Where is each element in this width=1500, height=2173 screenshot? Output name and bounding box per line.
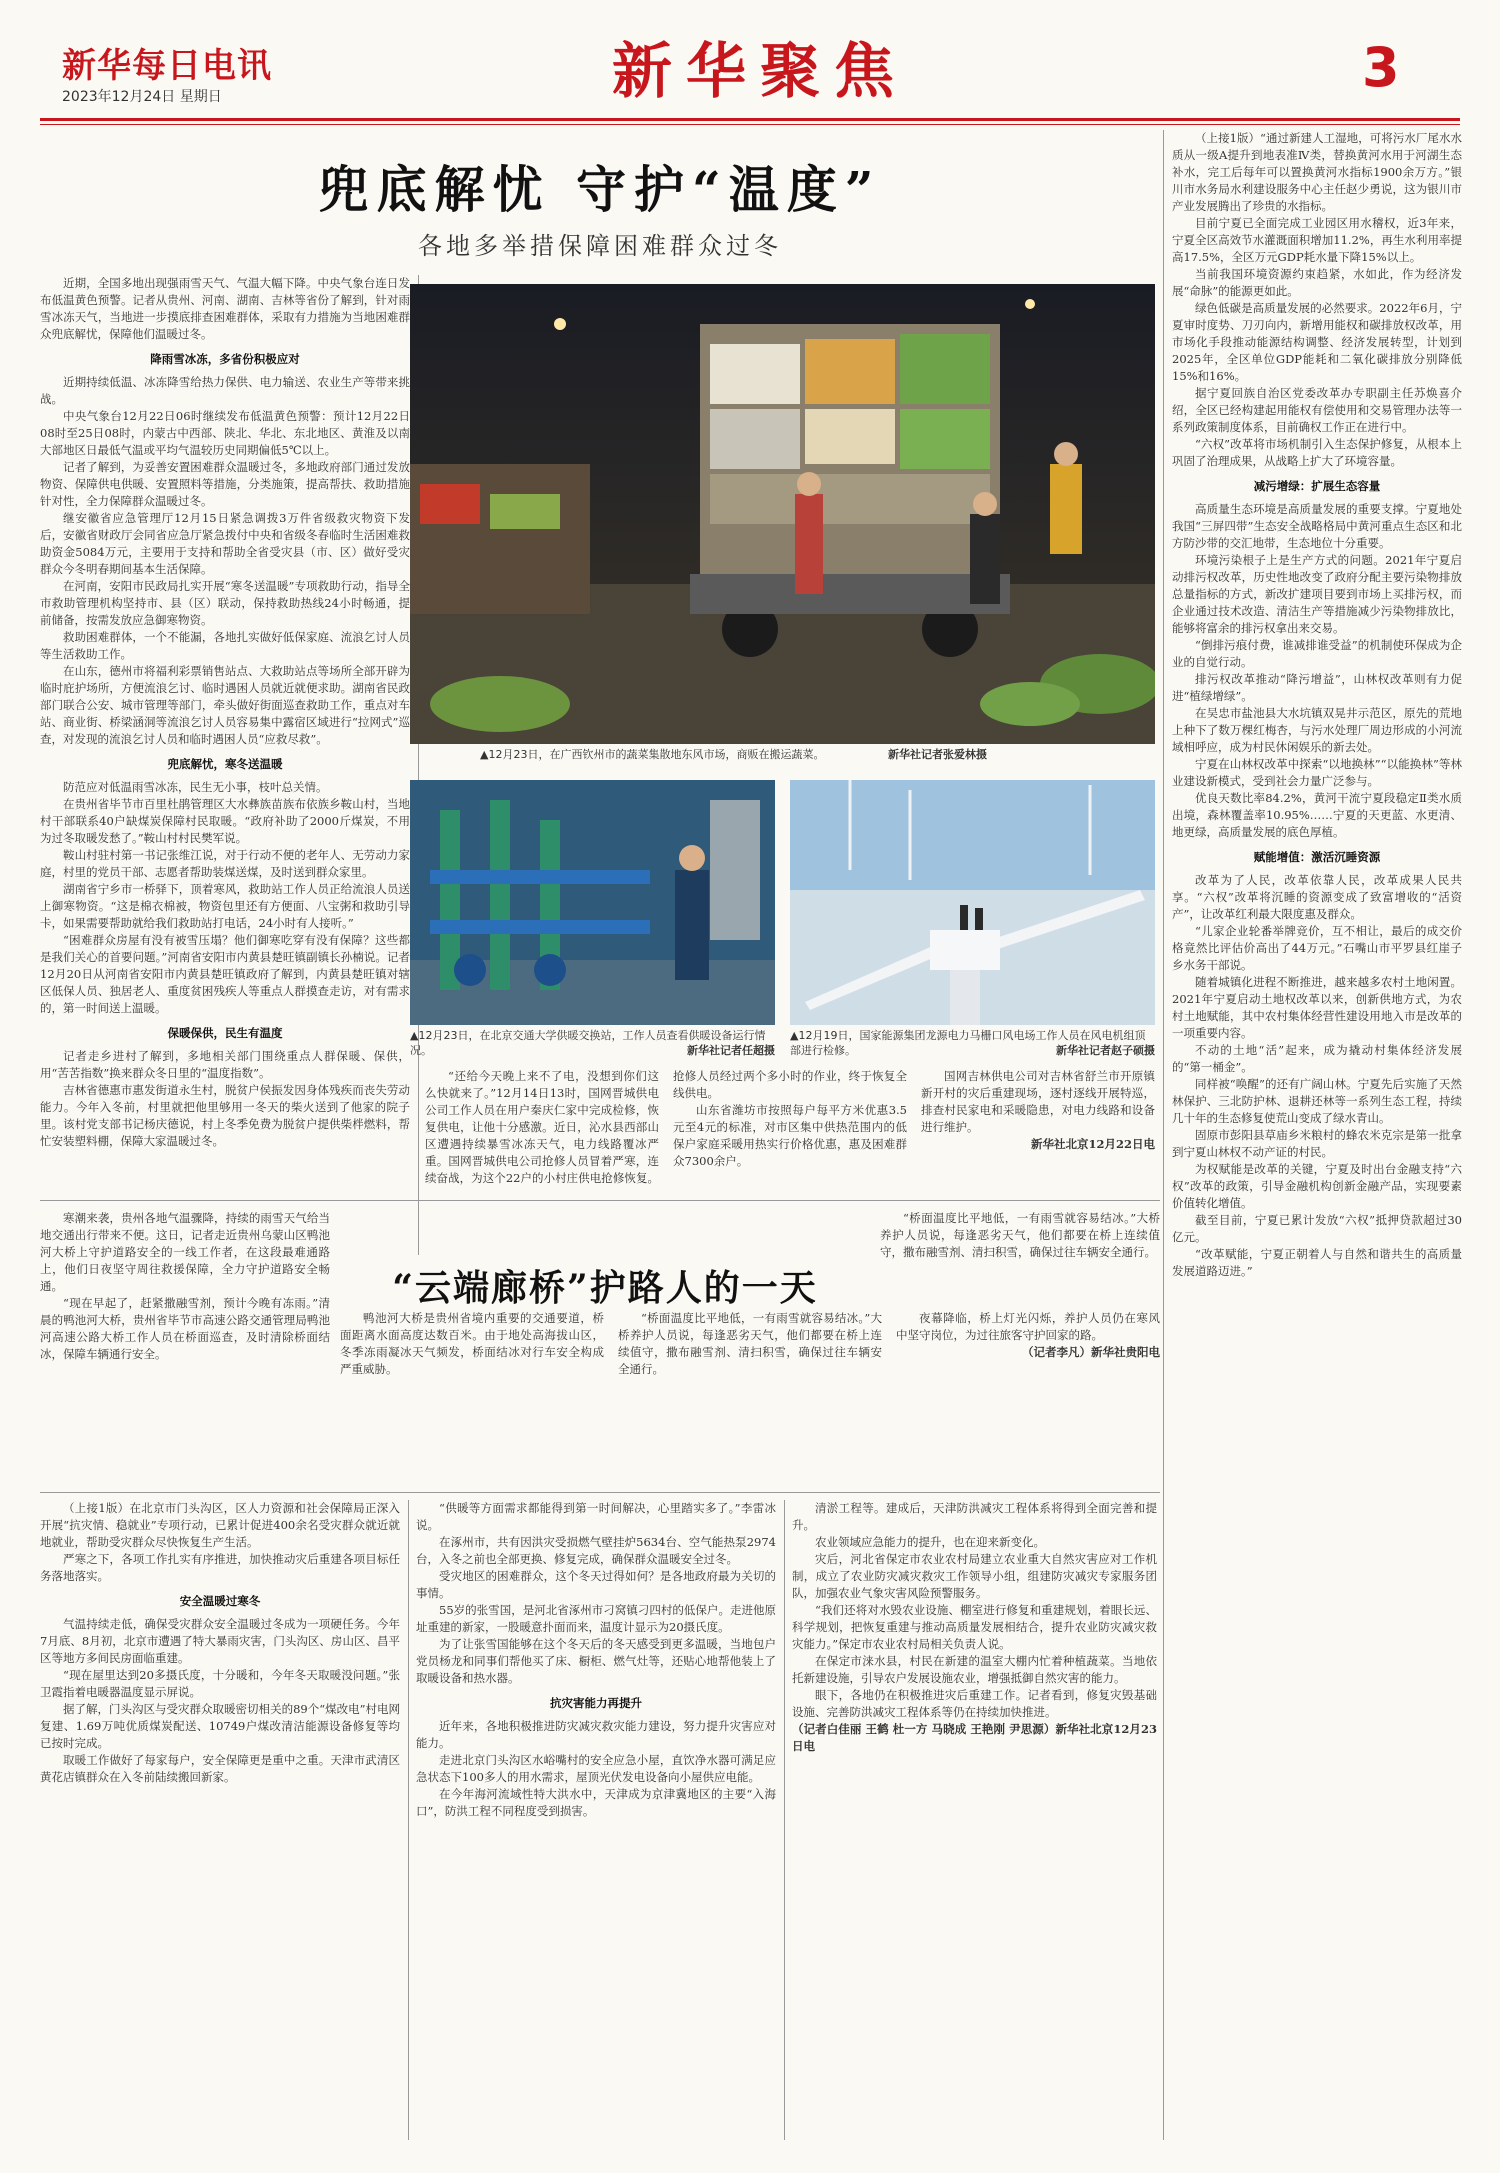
feature-headline: “云端廊桥”护路人的一天 bbox=[392, 1267, 818, 1309]
paragraph: 优良天数比率84.2%，黄河干流宁夏段稳定Ⅱ类水质出境，森林覆盖率10.95%……宁夏的天更蓝、水更清、地更绿，高质量发展的底色厚植。 bbox=[1172, 791, 1462, 839]
section-title: 新华聚焦 bbox=[612, 37, 908, 107]
paragraph: 气温持续走低，确保受灾群众安全温暖过冬成为一项硬任务。今年7月底、8月初，北京市遭遇了特大暴雨灾害，门头沟区、房山区、昌平区等地方多间民房面临重建。 bbox=[40, 1617, 400, 1665]
left-section-title-3: 保暖保供，民生有温度 bbox=[167, 1026, 283, 1040]
caption-text: ▲12月23日，在广西钦州市的蔬菜集散地东风市场，商贩在搬运蔬菜。 bbox=[480, 748, 825, 761]
paragraph: 记者走乡进村了解到，多地相关部门围绕重点人群保暖、保供，用“苦苦指数”换来群众冬日里的“温度指数”。 bbox=[40, 1049, 410, 1080]
paragraph: 在贵州省毕节市百里杜鹃管理区大水彝族苗族布依族乡鞍山村，当地村干部联系40户缺煤炭保障村民取暖。“政府补助了2000斤煤炭，不用为过冬取暖发愁了。”鞍山村村民樊军说。 bbox=[40, 797, 410, 845]
section-divider bbox=[40, 1492, 1160, 1493]
right-section-title-2: 赋能增值：激活沉睡资源 bbox=[1253, 850, 1381, 864]
page-number: 3 bbox=[1362, 36, 1400, 99]
column-divider bbox=[1163, 130, 1164, 2140]
paragraph: 当前我国环境资源约束趋紧，水如此，作为经济发展“命脉”的能源更如此。 bbox=[1172, 267, 1462, 298]
photo-heating-station bbox=[410, 780, 775, 1025]
paragraph: 高质量生态环境是高质量发展的重要支撑。宁夏地处我国“三屏四带”生态安全战略格局中黄河重点生态区和北方防沙带的交汇地带，生态地位十分重要。 bbox=[1172, 502, 1462, 550]
paragraph: “倒排污痕付费，谁减排谁受益”的机制使环保成为企业的自觉行动。 bbox=[1172, 638, 1462, 669]
section-divider bbox=[40, 1200, 1160, 1201]
paragraph: “桥面温度比平地低，一有雨雪就容易结冰。”大桥养护人员说，每逢恶劣天气，他们都要在桥上连续值守，撒布融雪剂、清扫积雪，确保过往车辆安全通行。 bbox=[618, 1311, 882, 1376]
newspaper-logo: 新华每日电讯 bbox=[62, 46, 272, 86]
main-photo-vegetable-market bbox=[410, 284, 1155, 744]
paragraph: 在今年海河流域性特大洪水中，天津成为京津冀地区的主要“入海口”，防洪工程不同程度受到损害。 bbox=[416, 1787, 776, 1818]
wind-turbine-image bbox=[790, 780, 1155, 1025]
paragraph: 夜幕降临，桥上灯光闪烁，养护人员仍在寒风中坚守岗位，为过往旅客守护回家的路。 bbox=[896, 1311, 1160, 1342]
bottom-left-column bbox=[40, 1500, 400, 2140]
mid-article-text bbox=[425, 1068, 1155, 1193]
paragraph: 吉林省德惠市惠发街道永生村，脱贫户侯振发因身体残疾而丧失劳动能力。今年入冬前，村里就把他里够用一冬天的柴火送到了他家的院子里。该村党支部书记杨庆德说，村上冬季免费为脱贫户提供柴柈燃料，帮忙安装塑料棚，保障大家温暖过冬。 bbox=[40, 1083, 410, 1148]
paragraph: 在河南，安阳市民政局扎实开展“寒冬送温暖”专项救助行动，指导全市救助管理机构坚持市、县（区）联动，保持救助热线24小时畅通，提前储备，按需发放应急御寒物资。 bbox=[40, 579, 410, 627]
column-divider bbox=[408, 1500, 409, 2140]
paragraph: 山东省潍坊市按照每户每平方米优惠3.5元至4元的标准，对市区集中供热范围内的低保户家庭采暖用热实行价格优惠，惠及困难群众7300余户。 bbox=[673, 1103, 907, 1168]
left-section-title-1: 降雨雪冰冻，多省份积极应对 bbox=[150, 352, 300, 366]
feature-lead bbox=[40, 1210, 330, 1480]
feature-side-text bbox=[880, 1210, 1160, 1305]
paragraph: 截至目前，宁夏已累计发放“六权”抵押贷款超过30亿元。 bbox=[1172, 1213, 1462, 1244]
bottom-left-section-title: 安全温暖过寒冬 bbox=[179, 1594, 261, 1608]
caption-text: ▲12月19日，国家能源集团龙源电力马栅口风电场工作人员在风电机组顶部进行检修。 bbox=[790, 1029, 1146, 1057]
paragraph: “改革赋能，宁夏正朝着人与自然和谐共生的高质量发展道路迈进。” bbox=[1172, 1247, 1462, 1278]
masthead-divider bbox=[40, 118, 1460, 121]
paragraph: 受灾地区的困难群众，这个冬天过得如何？是各地政府最为关切的事情。 bbox=[416, 1569, 776, 1600]
paragraph: 不动的土地“活”起来，成为撬动村集体经济发展的“第一桶金”。 bbox=[1172, 1043, 1462, 1074]
paragraph: “现在屋里达到20多摄氏度，十分暖和，今年冬天取暖没问题。”张卫霞指着电暖器温度显示屏说。 bbox=[40, 1668, 400, 1699]
paragraph: 在涿州市，共有因洪灾受损燃气壁挂炉5634台、空气能热泵2974台，入冬之前也全部更换、修复完成，确保群众温暖安全过冬。 bbox=[416, 1535, 776, 1566]
paragraph: 为权赋能是改革的关键，宁夏及时出台金融支持“六权”改革的政策，引导金融机构创新金融产品，实现要素价值转化增值。 bbox=[1172, 1162, 1462, 1210]
paragraph: （上接1版）在北京市门头沟区，区人力资源和社会保障局正深入开展“抗灾情、稳就业”专项行动，已累计促进400余名受灾群众就近就地就业，帮助受灾群众尽快恢复生产生活。 bbox=[40, 1501, 400, 1549]
paragraph: “桥面温度比平地低，一有雨雪就容易结冰。”大桥养护人员说，每逢恶劣天气，他们都要在桥上连续值守，撒布融雪剂、清扫积雪，确保过往车辆安全通行。 bbox=[880, 1211, 1160, 1259]
paragraph: 固原市彭阳县草庙乡米粮村的蜂农米克宗是第一批拿到宁夏山林权不动产证的村民。 bbox=[1172, 1128, 1462, 1159]
paragraph: 随着城镇化进程不断推进，越来越多农村土地闲置。2021年宁夏启动土地权改革以来，创新供地方式，为农村土地赋能，其中农村集体经营性建设用地入市是改革的一项重要内容。 bbox=[1172, 975, 1462, 1040]
paragraph: 据宁夏回族自治区党委改革办专职副主任苏焕喜介绍，全区已经构建起用能权有偿使用和交易管理办法等一系列政策制度体系，目前确权工作正在进行中。 bbox=[1172, 386, 1462, 434]
paragraph: 环境污染根子上是生产方式的问题。2021年宁夏启动排污权改革，历史性地改变了政府分配主要污染物排放总量指标的方式，新改扩建项目要到市场上买排污权，而企业通过技术改造、清洁生产等措施减少污染物排放比，能够将富余的排污权拿出来交易。 bbox=[1172, 553, 1462, 635]
paragraph: 走进北京门头沟区水峪嘴村的安全应急小屋，直饮净水器可满足应急状态下100多人的用水需求，屋顶光伏发电设备向小屋供应电能。 bbox=[416, 1753, 776, 1784]
paragraph: 为了让张雪国能够在这个冬天后的冬天感受到更多温暖，当地包户党员杨龙和同事们帮他买了床、橱柜、燃气灶等，还贴心地帮他装上了取暖设备和热水器。 bbox=[416, 1637, 776, 1685]
mid-article-byline: 新华社北京12月22日电 bbox=[1030, 1137, 1155, 1151]
paragraph: 继安徽省应急管理厅12月15日紧急调拨3万件省级救灾物资下发后，安徽省财政厅会同省应急厅紧急拨付中央和省级冬春临时生活困难救助资金5084万元，主要用于支持和帮助全省受灾县（市、区）做好受灾群众今冬明春期间基本生活保障。 bbox=[40, 511, 410, 576]
paragraph: “六权”改革将市场机制引入生态保护修复，从根本上巩固了治理成果，从战略上扩大了环境容量。 bbox=[1172, 437, 1462, 468]
bottom-right-byline: （记者白佳丽 王鹤 杜一方 马晓成 王艳刚 尹思源）新华社北京12月23日电 bbox=[792, 1722, 1157, 1753]
paragraph: 绿色低碳是高质量发展的必然要求。2022年6月，宁夏审时度势、刀刃向内，新增用能权和碳排放权改革，用市场化手段推动能源结构调整、经济发展转型，计划到2025年，全区单位GDP能耗和二氧化碳排放分别降低15%和16%。 bbox=[1172, 301, 1462, 383]
paragraph: 湖南省宁乡市一桥驿下，顶着寒风，救助站工作人员正给流浪人员送上御寒物资。“这是棉衣棉被，物资包里还有方便面、八宝粥和救助引导卡，如果需要帮助就给我们救助站打电话，24小时有人接听。” bbox=[40, 882, 410, 930]
paragraph: 同样被“唤醒”的还有广阔山林。宁夏先后实施了天然林保护、三北防护林、退耕还林等一系列生态工程，持续几十年的生态修复使荒山变成了绿水青山。 bbox=[1172, 1077, 1462, 1125]
feature-byline: （记者李凡）新华社贵阳电 bbox=[1022, 1345, 1160, 1359]
paragraph: 在吴忠市盐池县大水坑镇双晃井示范区，原先的荒地上种下了数万棵红梅杏，与污水处理厂周边形成的小河流域相呼应，成为村民休闲娱乐的新去处。 bbox=[1172, 706, 1462, 754]
paragraph: 救助困难群体，一个不能漏，各地扎实做好低保家庭、流浪乞讨人员等生活救助工作。 bbox=[40, 630, 410, 661]
paragraph: 目前宁夏已全面完成工业园区用水稽权，近3年来，宁夏全区高效节水灌溉面积增加11.2%，再生水利用率提高17.5%，全区万元GDP耗水量下降15%以上。 bbox=[1172, 216, 1462, 264]
paragraph: 鸭池河大桥是贵州省境内重要的交通要道，桥面距离水面高度达数百米。由于地处高海拔山区，冬季冻雨凝冰天气频发，桥面结冰对行车安全构成严重威胁。 bbox=[340, 1311, 604, 1376]
main-headline: 兜底解忧 守护“温度” bbox=[318, 160, 882, 219]
paragraph: 清淤工程等。建成后，天津防洪减灾工程体系将得到全面完善和提升。 bbox=[792, 1501, 1157, 1532]
column-divider bbox=[784, 1500, 785, 2140]
paragraph: 排污权改革推动“降污增益”，山林权改革则有力促进“植绿增绿”。 bbox=[1172, 672, 1462, 703]
issue-date: 2023年12月24日 星期日 bbox=[62, 89, 222, 105]
paragraph: 国网吉林供电公司对吉林省舒兰市开原镇新开村的灾后重建现场，逐村逐线开展特巡，排查村民家电和采暖隐患，对电力线路和设备进行维护。 bbox=[921, 1069, 1155, 1134]
main-photo-caption bbox=[480, 747, 1160, 762]
paragraph: “我们还将对水毁农业设施、棚室进行修复和重建规划，着眼长远、科学规划，把恢复重建与推动高质量发展相结合，提升农业防灾减灾救灾能力。”保定市农业农村局相关负责人说。 bbox=[792, 1603, 1157, 1651]
bottom-middle-column bbox=[416, 1500, 776, 2140]
paragraph: 在保定市涞水县，村民在新建的温室大棚内忙着种植蔬菜。当地依托新建设施，引导农户发展设施农业，增强抵御自然灾害的能力。 bbox=[792, 1654, 1157, 1685]
paragraph: 据了解，门头沟区与受灾群众取暖密切相关的89个“煤改电”村电网复建、1.69万吨优质煤炭配送、10749户煤改清洁能源设备修复等均已按时完成。 bbox=[40, 1702, 400, 1750]
paragraph: 中央气象台12月22日06时继续发布低温黄色预警：预计12月22日08时至25日08时，内蒙古中西部、陕北、华北、东北地区、黄淮及以南大部地区日最低气温或平均气温较历史同期偏低5℃以上。 bbox=[40, 409, 410, 457]
paragraph: 严寒之下，各项工作扎实有序推进，加快推动灾后重建各项目标任务落地落实。 bbox=[40, 1552, 400, 1583]
paragraph: “还给今天晚上来不了电，没想到你们这么快就来了。”12月14日13时，国网晋城供电公司工作人员在用户秦庆仁家中完成检修，恢复供电，让他十分感激。近日，沁水县西部山区遭遇持续暴雪冰冻天气，电力线路覆冰严重。国网晋城供电公司抢修人员冒着严寒，连续奋战，为这个22户的小村庄供电抢修恢复。抢修人员经过两个多小时的作业，终于恢复全线供电。 bbox=[425, 1069, 907, 1185]
paragraph: “困难群众房屋有没有被雪压塌？他们御寒吃穿有没有保障？这些都是我们关心的首要问题。”河南省安阳市内黄县楚旺镇副镇长孙楠说。记者12月20日从河南省安阳市内黄县楚旺镇政府了解到，内黄县楚旺镇对辖区低保人员、独居老人、重度贫困残疾人等重点人群摸查走访，对有需求的，第一时间送上温暖。 bbox=[40, 933, 410, 1015]
paragraph: 防范应对低温雨雪冰冻，民生无小事，枝叶总关情。 bbox=[63, 780, 328, 794]
heating-station-caption bbox=[410, 1028, 775, 1058]
paragraph: 改革为了人民，改革依靠人民，改革成果人民共享。“六权”改革将沉睡的资源变成了致富增收的“活资产”，让改革红利最大限度惠及群众。 bbox=[1172, 873, 1462, 921]
paragraph: （上接1版）“通过新建人工湿地，可将污水厂尾水水质从一级A提升到地表准Ⅳ类，替换黄河水用于河湖生态补水，完工后每年可以置换黄河水指标1900余万方。”银川市水务局水利建设服务中心主任赵少勇说，这为银川市产业发展腾出了珍贵的水指标。 bbox=[1172, 131, 1462, 213]
paragraph: 鞍山村驻村第一书记张维江说，对于行动不便的老年人、无劳动力家庭，村里的党员干部、志愿者帮助装煤送煤，及时送到群众家里。 bbox=[40, 848, 410, 879]
paragraph: “供暖等方面需求都能得到第一时间解决，心里踏实多了。”李雷冰说。 bbox=[416, 1501, 776, 1532]
paragraph: 近年来，各地积极推进防灾减灾救灾能力建设，努力提升灾害应对能力。 bbox=[416, 1719, 776, 1750]
paragraph: 农业领域应急能力的提升，也在迎来新变化。 bbox=[815, 1535, 1045, 1549]
paragraph: 记者了解到，为妥善安置困难群众温暖过冬，多地政府部门通过发放物资、保障供电供暖、安置照料等措施，分类施策，提高帮扶、救助措施针对性，全力保障群众温暖过冬。 bbox=[40, 460, 410, 508]
bottom-right-column bbox=[792, 1500, 1157, 2140]
paragraph: 眼下，各地仍在积极推进灾后重建工作。记者看到，修复灾毁基础设施、完善防洪减灾工程体系等仍在持续加快推进。 bbox=[792, 1688, 1157, 1719]
feature-body bbox=[340, 1310, 1160, 1480]
photo-credit: 新华社记者张爱林摄 bbox=[887, 748, 987, 761]
right-article-column bbox=[1172, 130, 1462, 2140]
paragraph: 寒潮来袭，贵州各地气温骤降，持续的雨雪天气给当地交通出行带来不便。这日，记者走近贵州乌蒙山区鸭池河大桥上守护道路安全的一线工作者，在这段最难通路上，他们日夜坚守周往救援保障，全力守护道路安全畅通。 bbox=[40, 1211, 330, 1293]
paragraph: 近期持续低温、冰冻降雪给热力保供、电力输送、农业生产等带来挑战。 bbox=[40, 375, 410, 406]
left-section-title-2: 兜底解忧，寒冬送温暖 bbox=[167, 757, 283, 771]
photo-credit: 新华社记者赵子硕摄 bbox=[1056, 1044, 1155, 1057]
paragraph: 宁夏在山林权改革中探索“以地换林”“以能换林”等林业建设新模式，受到社会力量广泛参与。 bbox=[1172, 757, 1462, 788]
paragraph: “儿家企业轮番举牌竞价，互不相让，最后的成交价格竟然比评估价高出了44万元。”石嘴山市平罗县红崖子乡水务干部说。 bbox=[1172, 924, 1462, 972]
caption-text: ▲12月23日，在北京交通大学供暖交换站，工作人员查看供暖设备运行情况。 bbox=[410, 1029, 766, 1057]
paragraph: 灾后，河北省保定市农业农村局建立农业重大自然灾害应对工作机制，成立了农业防灾减灾救灾工作领导小组，组建防灾减灾专家服务团队，加强农业气象灾害风险预警服务。 bbox=[792, 1552, 1157, 1600]
photo-credit: 新华社记者任超摄 bbox=[687, 1044, 775, 1057]
photo-wind-turbine bbox=[790, 780, 1155, 1025]
paragraph: 55岁的张雪国，是河北省涿州市刁窝镇刁四村的低保户。走进他原址重建的新家，一股暖意扑面而来，温度计显示为20摄氏度。 bbox=[416, 1603, 776, 1634]
right-section-title-1: 减污增绿：扩展生态容量 bbox=[1253, 479, 1381, 493]
paragraph: “现在早起了，赶紧撒融雪剂，预计今晚有冻雨。”清晨的鸭池河大桥，贵州省毕节市高速公路交通管理局鸭池河高速公路大桥工作人员在桥面巡查，及时清除桥面结冰，保障车辆通行安全。 bbox=[40, 1296, 330, 1361]
heating-station-image bbox=[410, 780, 775, 1025]
paragraph: 取暖工作做好了每家每户，安全保障更是重中之重。天津市武清区黄花店镇群众在入冬前陆续搬回新家。 bbox=[40, 1753, 400, 1784]
wind-turbine-caption bbox=[790, 1028, 1155, 1058]
paragraph: 在山东，德州市将福利彩票销售站点、大救助站点等场所全部开辟为临时庇护场所，方便流浪乞讨、临时遇困人员就近就便求助。湖南省民政部门联合公安、城市管理等部门，牵头做好街面巡查救助工作，重点对车站、商业街、桥梁涵洞等流浪乞讨人员容易集中露宿区域进行“拉网式”巡查，对发现的流浪乞讨人员和临时遇困人员“应救尽救”。 bbox=[40, 664, 410, 746]
bottom-middle-section-title: 抗灾害能力再提升 bbox=[550, 1696, 642, 1710]
vegetable-market-image bbox=[410, 284, 1155, 744]
left-article-column bbox=[40, 275, 410, 1255]
masthead-divider-thin bbox=[40, 124, 1460, 125]
article-intro: 近期，全国多地出现强雨雪天气、气温大幅下降。中央气象台连日发布低温黄色预警。记者从贵州、河南、湖南、吉林等省份了解到，针对雨雪冰冻天气，当地进一步摸底排查困难群体，采取有力措施为当地困难群众兜底解忧，保障他们温暖过冬。 bbox=[40, 276, 410, 341]
main-subheadline: 各地多举措保障困难群众过冬 bbox=[418, 232, 782, 260]
